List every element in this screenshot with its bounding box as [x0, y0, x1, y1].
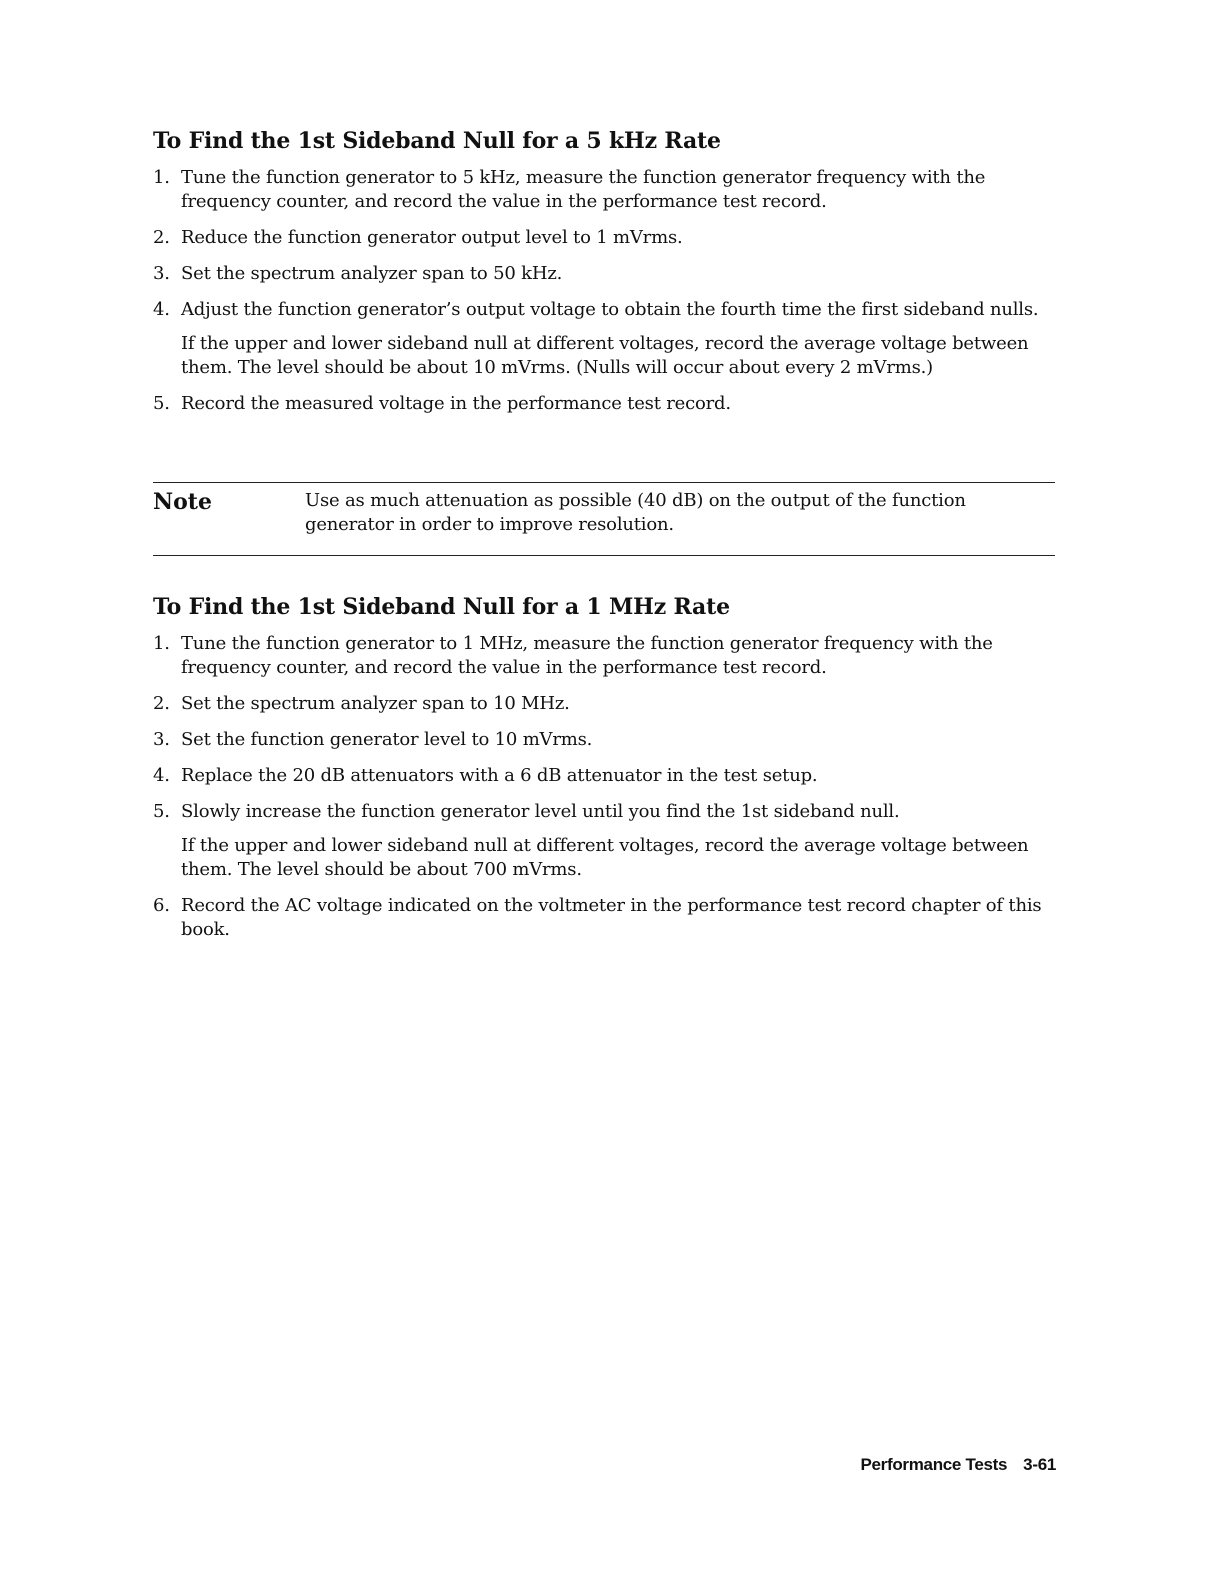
- step-subtext: If the upper and lower sideband null at different voltages, record the average voltage between them. The level should be about 10 mVrms. (Nulls will occur about every 2 mVrms.): [181, 333, 1029, 378]
- step-text: Reduce the function generator output level to 1 mVrms.: [181, 227, 683, 248]
- step-text: Replace the 20 dB attenuators with a 6 dB attenuator in the test setup.: [181, 765, 818, 786]
- step-text: Set the function generator level to 10 mVrms.: [181, 729, 593, 750]
- step-number: 1.: [153, 633, 170, 654]
- step-number: 2.: [153, 693, 170, 714]
- page-number: 3-61: [1023, 1455, 1056, 1474]
- step-number: 4.: [153, 765, 170, 786]
- step-item: [153, 392, 1055, 416]
- step-text: Set the spectrum analyzer span to 50 kHz.: [181, 263, 563, 284]
- note-label: Note: [153, 489, 212, 515]
- step-number: 5.: [153, 801, 170, 822]
- step-item: [153, 764, 1055, 788]
- section-5khz: [153, 126, 1055, 428]
- step-item: [153, 298, 1055, 380]
- step-item: [153, 632, 1055, 680]
- footer-section-name: Performance Tests: [860, 1455, 1008, 1474]
- step-item: [153, 894, 1055, 942]
- step-item: [153, 166, 1055, 214]
- step-number: 3.: [153, 729, 170, 750]
- step-number: 1.: [153, 167, 170, 188]
- step-item: [153, 692, 1055, 716]
- step-number: 3.: [153, 263, 170, 284]
- section-title: To Find the 1st Sideband Null for a 5 kHz Rate: [153, 128, 721, 154]
- step-text: Tune the function generator to 1 MHz, measure the function generator frequency with the frequency counter, and record the value in the performance test record.: [181, 633, 993, 678]
- step-number: 2.: [153, 227, 170, 248]
- page-footer: [860, 1454, 1056, 1476]
- step-item: [153, 728, 1055, 752]
- step-number: 4.: [153, 299, 170, 320]
- step-item: [153, 226, 1055, 250]
- step-number: 6.: [153, 895, 170, 916]
- step-text: Adjust the function generator’s output voltage to obtain the fourth time the first sideband nulls.: [181, 299, 1039, 320]
- steps-list: [153, 166, 1055, 416]
- step-subtext: If the upper and lower sideband null at different voltages, record the average voltage between them. The level should be about 700 mVrms.: [181, 835, 1029, 880]
- steps-list: [153, 632, 1055, 942]
- step-text: Record the measured voltage in the performance test record.: [181, 393, 731, 414]
- step-text: Slowly increase the function generator level until you find the 1st sideband null.: [181, 801, 900, 822]
- note-text: Use as much attenuation as possible (40 dB) on the output of the function generator in order to improve resolution.: [305, 490, 966, 535]
- note-box: [153, 482, 1055, 556]
- step-text: Tune the function generator to 5 kHz, measure the function generator frequency with the frequency counter, and record the value in the performance test record.: [181, 167, 986, 212]
- step-item: [153, 262, 1055, 286]
- section-1mhz: [153, 592, 1055, 954]
- step-number: 5.: [153, 393, 170, 414]
- step-item: [153, 800, 1055, 882]
- section-title: To Find the 1st Sideband Null for a 1 MHz Rate: [153, 594, 730, 620]
- step-text: Set the spectrum analyzer span to 10 MHz.: [181, 693, 570, 714]
- step-text: Record the AC voltage indicated on the voltmeter in the performance test record chapter of this book.: [181, 895, 1042, 940]
